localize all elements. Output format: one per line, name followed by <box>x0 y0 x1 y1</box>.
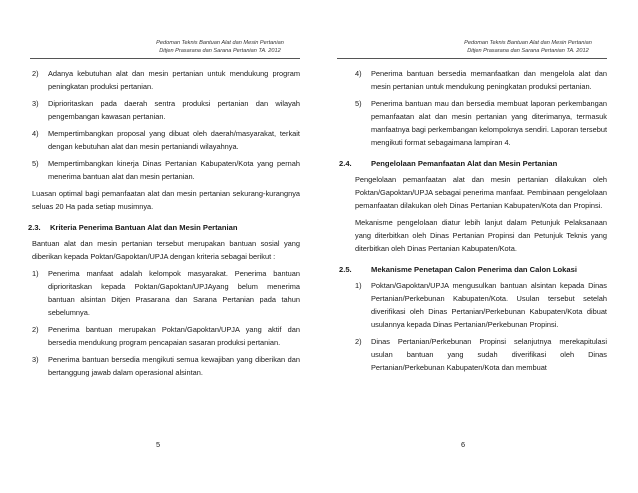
recipient-criteria-list <box>355 67 607 149</box>
list-item-text: Penerima bantuan merupakan Poktan/Gapoktan/UPJA yang aktif dan bersedia mendukung program pencapaian sasaran produksi pertanian. <box>48 325 300 347</box>
list-item-number: 2) <box>355 337 362 346</box>
page-body <box>339 67 607 378</box>
page-header <box>140 40 300 55</box>
header-title: Pedoman Teknis Bantuan Alat dan Mesin Pertanian <box>464 40 592 46</box>
list-item <box>32 97 300 123</box>
list-item <box>355 335 607 374</box>
paragraph: Bantuan alat dan mesin pertanian tersebut merupakan bantuan sosial yang diberikan kepada Poktan/Gapoktan/UPJA dengan kriteria sebagai berikut : <box>32 239 300 261</box>
list-item-text: Penerima bantuan bersedia memanfaatkan dan mengelola alat dan mesin pertanian untuk mendukung peningkatan produksi pertanian. <box>371 69 607 91</box>
section-heading <box>339 263 607 276</box>
list-item <box>32 353 300 379</box>
section-title: Kriteria Penerima Bantuan Alat dan Mesin Pertanian <box>50 223 238 232</box>
list-item <box>32 157 300 183</box>
list-item <box>32 127 300 153</box>
list-item <box>355 97 607 149</box>
list-item-number: 2) <box>32 69 39 78</box>
list-item <box>32 267 300 319</box>
list-item-number: 5) <box>355 99 362 108</box>
section-heading <box>339 157 607 170</box>
list-item-number: 3) <box>32 355 39 364</box>
page-header <box>449 40 607 55</box>
header-subtitle: Ditjen Prasarana dan Sarana Pertanian TA. 2012 <box>159 47 281 54</box>
paragraph: Mekanisme pengelolaan diatur lebih lanjut dalam Petunjuk Pelaksanaan yang diterbitkan oleh Dinas Pertanian Propinsi dan Petunjuk Teknis yang diterbitkan oleh Dinas Pertanian Kabupaten/Kota. <box>355 218 607 253</box>
list-item-text: Penerima manfaat adalah kelompok masyarakat. Penerima bantuan diprioritaskan kepada Poktan/Gapoktan/UPJAyang belum menerima bantuan alsintan Ditjen Prasarana dan Sarana Pertanian pada tahun sebelumnya. <box>48 269 300 317</box>
header-divider <box>337 58 607 59</box>
header-title: Pedoman Teknis Bantuan Alat dan Mesin Pertanian <box>156 40 284 46</box>
list-item-text: Adanya kebutuhan alat dan mesin pertanian untuk mendukung program peningkatan produksi pertanian. <box>48 69 300 91</box>
list-item <box>355 279 607 331</box>
paragraph: Luasan optimal bagi pemanfaatan alat dan mesin pertanian sekurang-kurangnya seluas 20 Ha pada setiap musimnya. <box>32 189 300 211</box>
paragraph: Pengelolaan pemanfaatan alat dan mesin pertanian dilakukan oleh Poktan/Gapoktan/UPJA sebagai penerima manfaat. Pembinaan pengelolaan pemanfaatan dilakukan oleh Dinas Pertanian Kabupaten/Kota dan Propinsi. <box>355 175 607 210</box>
section-title: Pengelolaan Pemanfaatan Alat dan Mesin Pertanian <box>371 159 558 168</box>
right-page <box>319 0 638 493</box>
section-number: 2.3. <box>28 223 41 232</box>
recipient-criteria-list <box>32 267 300 379</box>
list-item-number: 5) <box>32 159 39 168</box>
list-item-number: 2) <box>32 325 39 334</box>
list-item <box>32 67 300 93</box>
section-title: Mekanisme Penetapan Calon Penerima dan Calon Lokasi <box>371 265 577 274</box>
list-item-number: 4) <box>355 69 362 78</box>
list-item-text: Mempertimbangkan kinerja Dinas Pertanian Kabupaten/Kota yang pernah menerima bantuan alat dan mesin pertanian. <box>48 159 300 181</box>
header-divider <box>30 58 300 59</box>
list-item-text: Diprioritaskan pada daerah sentra produksi pertanian dan wilayah pengembangan kawasan pertanian. <box>48 99 300 121</box>
page-number: 5 <box>156 440 161 449</box>
list-item-text: Poktan/Gapoktan/UPJA mengusulkan bantuan alsintan kepada Dinas Pertanian/Perkebunan Kabupaten/Kota. Usulan tersebut setelah diverifikasi oleh Dinas Pertanian/Perkebunan Kabupaten/Kota dibuat usulannya kepada Dinas Pertanian/Perkebunan Propinsi. <box>371 281 607 329</box>
section-heading <box>28 221 300 234</box>
header-subtitle: Ditjen Prasarana dan Sarana Pertanian TA. 2012 <box>467 47 589 54</box>
section-number: 2.4. <box>339 159 352 168</box>
list-item-text: Mempertimbangkan proposal yang dibuat oleh daerah/masyarakat, terkait dengan kebutuhan alat dan mesin pertaniandi wilayahnya. <box>48 129 300 151</box>
list-item-number: 1) <box>32 269 39 278</box>
list-item <box>32 323 300 349</box>
list-item-text: Penerima bantuan bersedia mengikuti semua kewajiban yang diberikan dan bertanggung jawab dalam operasional alsintan. <box>48 355 300 377</box>
list-item-text: Penerima bantuan mau dan bersedia membuat laporan perkembangan pemanfaatan alat dan mesin pertanian yang diterimanya, termasuk manfaatnya bagi perkembangan kelompoknya sendiri. Laporan tersebut mengikuti format sebagaimana lampiran 4. <box>371 99 607 147</box>
list-item-text: Dinas Pertanian/Perkebunan Propinsi selanjutnya merekapitulasi usulan bantuan yang sudah diverifikasi oleh Dinas Pertanian/Perkebunan Kabupaten/Kota dan membuat <box>371 337 607 372</box>
section-number: 2.5. <box>339 265 352 274</box>
page-body <box>28 67 300 383</box>
list-item-number: 3) <box>32 99 39 108</box>
mechanism-list <box>355 279 607 374</box>
page-number: 6 <box>461 440 466 449</box>
list-item-number: 4) <box>32 129 39 138</box>
list-item <box>355 67 607 93</box>
criteria-list <box>32 67 300 183</box>
list-item-number: 1) <box>355 281 362 290</box>
